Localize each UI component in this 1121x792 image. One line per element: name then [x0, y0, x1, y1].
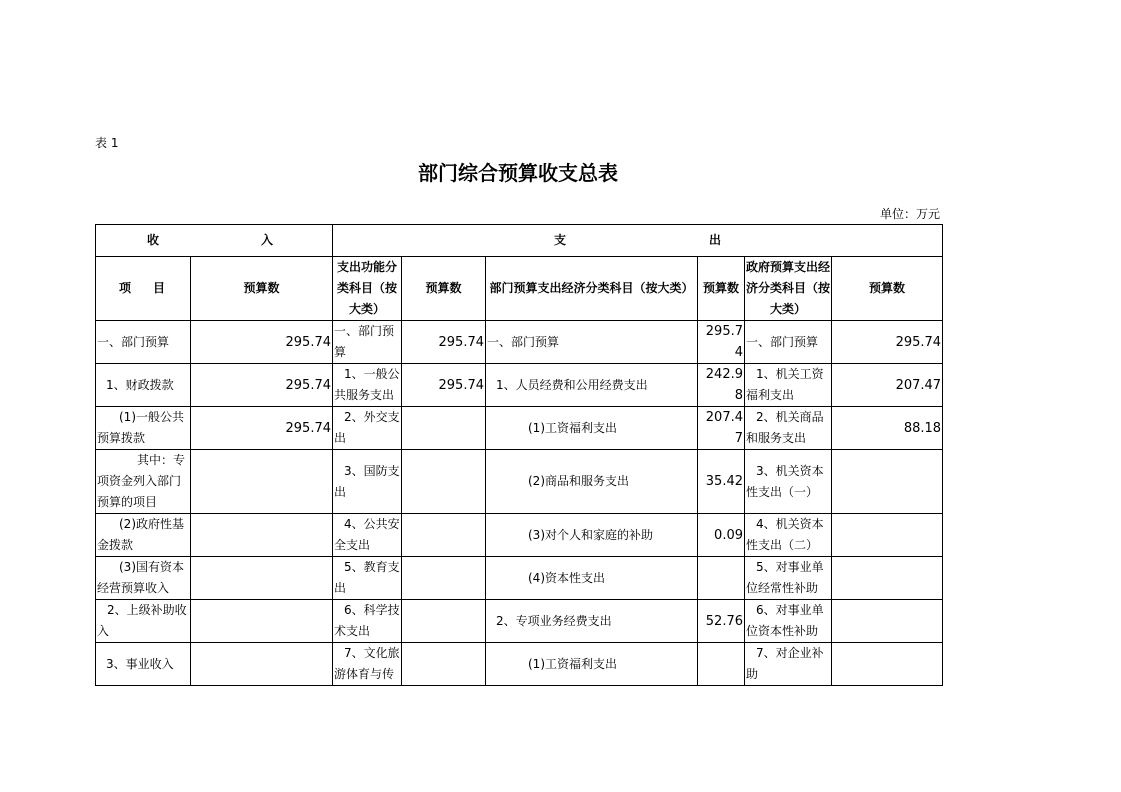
gov-item-cell: 5、对事业单位经常性补助: [745, 557, 832, 600]
econ-item-cell: (1)工资福利支出: [486, 643, 698, 686]
income-amount-header: 预算数: [191, 257, 333, 321]
table-row: [96, 407, 943, 450]
income-amount-cell: 295.74: [191, 321, 333, 364]
gov-amount-cell: [832, 514, 943, 557]
func-amount-cell: [402, 600, 486, 643]
income-amount-cell: 295.74: [191, 407, 333, 450]
func-amount-cell: [402, 643, 486, 686]
func-item-cell: 2、外交支出: [333, 407, 402, 450]
income-item-cell: 一、部门预算: [96, 321, 191, 364]
income-item-cell: (2)政府性基金拨款: [96, 514, 191, 557]
econ-item-cell: (1)工资福利支出: [486, 407, 698, 450]
table-row: [96, 450, 943, 514]
econ-item-cell: (4)资本性支出: [486, 557, 698, 600]
item-char-left: 项: [119, 281, 132, 295]
gov-item-cell: 一、部门预算: [745, 321, 832, 364]
income-char-left: 收: [147, 233, 160, 247]
func-amount-cell: [402, 450, 486, 514]
income-section-header: [96, 225, 333, 257]
gov-amount-cell: 295.74: [832, 321, 943, 364]
expense-char-left: 支: [554, 233, 567, 247]
econ-amount-cell: 295.74: [698, 321, 745, 364]
func-item-cell: 7、文化旅游体育与传: [333, 643, 402, 686]
econ-amount-cell: 242.98: [698, 364, 745, 407]
gov-item-cell: 6、对事业单位资本性补助: [745, 600, 832, 643]
section-header-row: [96, 225, 943, 257]
func-amount-cell: 295.74: [402, 364, 486, 407]
table-row: [96, 321, 943, 364]
econ-amount-cell: [698, 643, 745, 686]
income-char-right: 入: [260, 233, 273, 247]
func-class-header: 支出功能分类科目（按大类）: [333, 257, 402, 321]
econ-item-cell: (2)商品和服务支出: [486, 450, 698, 514]
table-row: [96, 643, 943, 686]
item-char-right: 目: [152, 281, 165, 295]
income-item-cell: 其中：专项资金列入部门预算的项目: [96, 450, 191, 514]
econ-item-cell: (3)对个人和家庭的补助: [486, 514, 698, 557]
econ-amount-cell: 35.42: [698, 450, 745, 514]
func-amount-cell: 295.74: [402, 321, 486, 364]
expense-char-right: 出: [709, 233, 722, 247]
income-amount-cell: [191, 557, 333, 600]
func-item-cell: 3、国防支出: [333, 450, 402, 514]
func-amount-cell: [402, 514, 486, 557]
unit-label: 单位：万元: [879, 207, 940, 221]
gov-amount-cell: 207.47: [832, 364, 943, 407]
econ-amount-cell: [698, 557, 745, 600]
gov-item-cell: 1、机关工资福利支出: [745, 364, 832, 407]
econ-item-cell: 1、人员经费和公用经费支出: [486, 364, 698, 407]
gov-econ-class-header: 政府预算支出经济分类科目（按大类）: [745, 257, 832, 321]
income-amount-cell: [191, 643, 333, 686]
func-amount-cell: [402, 407, 486, 450]
econ-amount-header: 预算数: [698, 257, 745, 321]
table-row: [96, 600, 943, 643]
func-item-cell: 6、科学技术支出: [333, 600, 402, 643]
gov-amount-cell: [832, 450, 943, 514]
table-number: 表 1: [95, 136, 119, 150]
table-row: [96, 557, 943, 600]
income-amount-cell: [191, 600, 333, 643]
gov-item-cell: 3、机关资本性支出（一）: [745, 450, 832, 514]
econ-amount-cell: 207.47: [698, 407, 745, 450]
income-amount-cell: 295.74: [191, 364, 333, 407]
func-item-cell: 5、教育支出: [333, 557, 402, 600]
income-item-cell: (3)国有资本经营预算收入: [96, 557, 191, 600]
income-item-cell: 3、事业收入: [96, 643, 191, 686]
income-item-cell: 1、财政拨款: [96, 364, 191, 407]
gov-item-cell: 4、机关资本性支出（二）: [745, 514, 832, 557]
income-amount-cell: [191, 514, 333, 557]
income-item-cell: (1)一般公共预算拨款: [96, 407, 191, 450]
gov-item-cell: 7、对企业补助: [745, 643, 832, 686]
econ-item-cell: 2、专项业务经费支出: [486, 600, 698, 643]
item-column-header: [96, 257, 191, 321]
expense-section-header: [333, 225, 943, 257]
table-row: [96, 514, 943, 557]
func-item-cell: 1、一般公共服务支出: [333, 364, 402, 407]
table-row: [96, 364, 943, 407]
gov-amount-cell: [832, 557, 943, 600]
econ-amount-cell: 0.09: [698, 514, 745, 557]
func-item-cell: 4、公共安全支出: [333, 514, 402, 557]
column-header-row: [96, 257, 943, 321]
econ-amount-cell: 52.76: [698, 600, 745, 643]
income-item-cell: 2、上级补助收入: [96, 600, 191, 643]
gov-amount-cell: [832, 643, 943, 686]
gov-item-cell: 2、机关商品和服务支出: [745, 407, 832, 450]
gov-amount-cell: [832, 600, 943, 643]
gov-amount-cell: 88.18: [832, 407, 943, 450]
income-amount-cell: [191, 450, 333, 514]
econ-class-header: 部门预算支出经济分类科目（按大类）: [486, 257, 698, 321]
gov-amount-header: 预算数: [832, 257, 943, 321]
document-title: 部门综合预算收支总表: [418, 161, 618, 185]
func-amount-cell: [402, 557, 486, 600]
econ-item-cell: 一、部门预算: [486, 321, 698, 364]
func-item-cell: 一、部门预算: [333, 321, 402, 364]
func-amount-header: 预算数: [402, 257, 486, 321]
budget-summary-table: [95, 224, 943, 686]
